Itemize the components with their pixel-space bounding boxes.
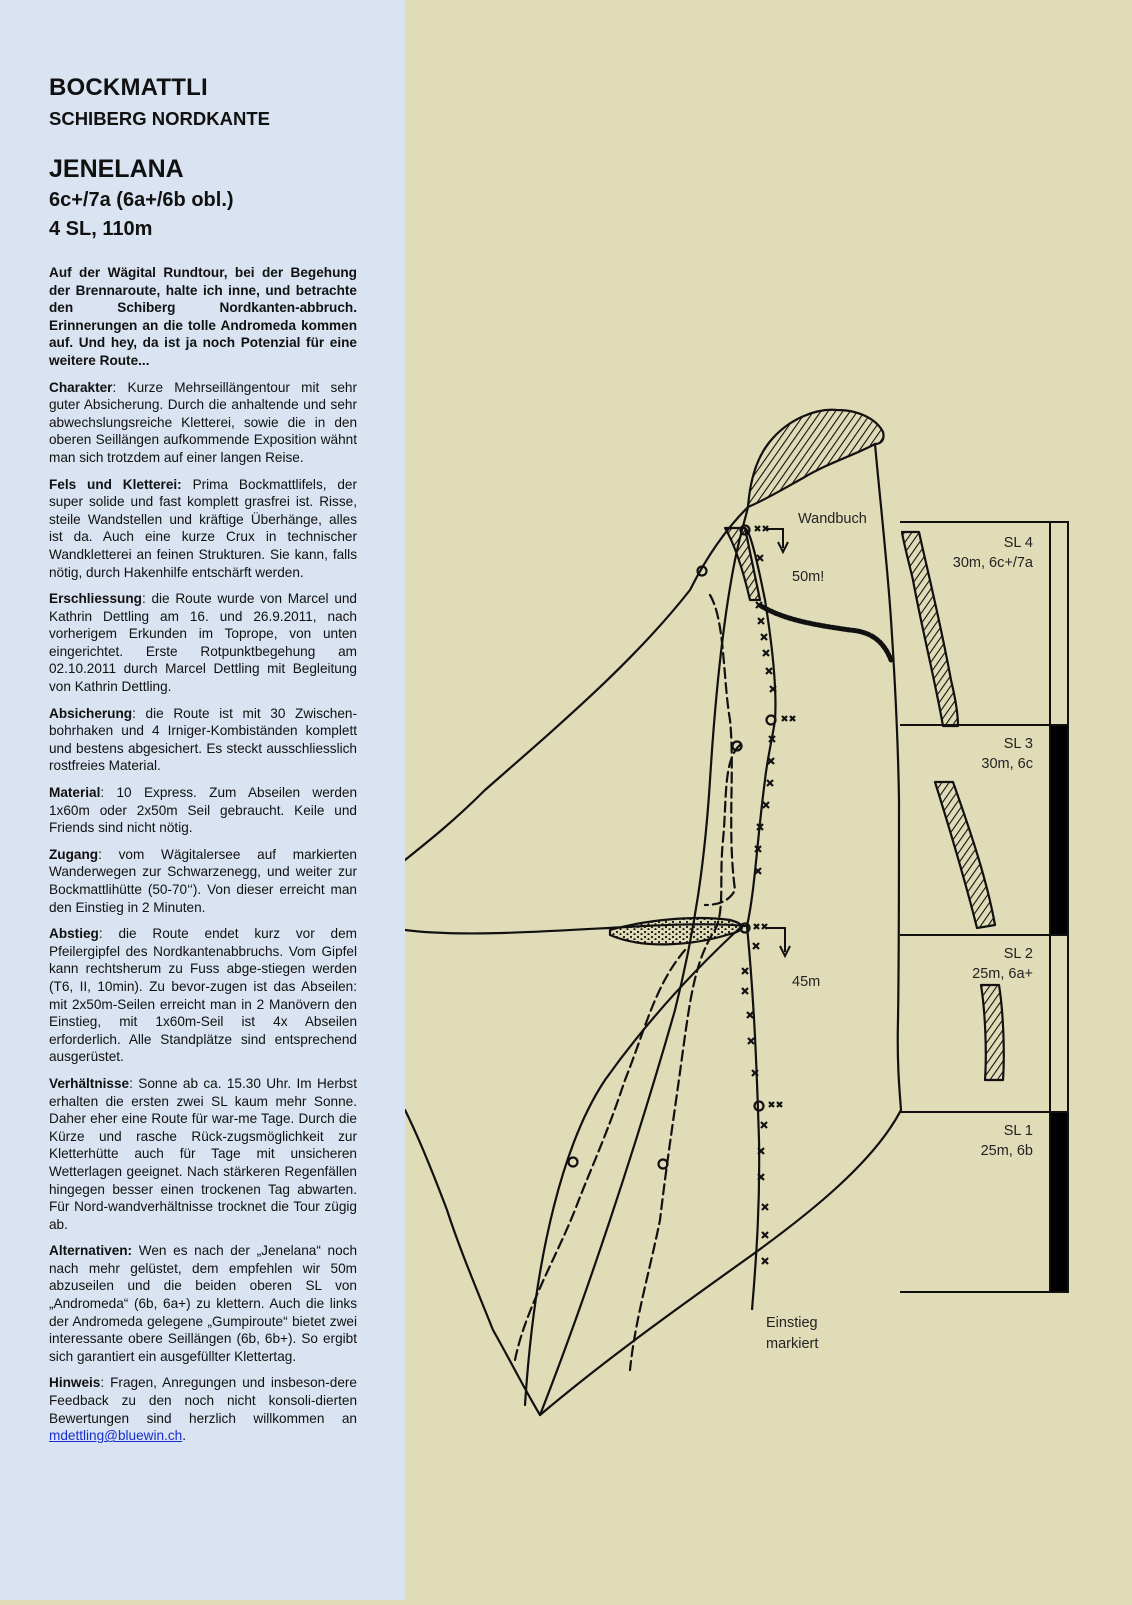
pitch-4-name: SL 4 — [1003, 535, 1033, 551]
section-label: Abstieg — [49, 926, 99, 942]
info-panel — [0, 0, 405, 1600]
section-label: Alternativen: — [49, 1243, 133, 1259]
rappel-arrows — [765, 529, 790, 956]
section-erschliessung: Erschliessung: die Route wurde von Marcel und Kathrin Dettling am 16. und 26.9.2011, nach vorherigem Erkunden im Toprope, von unten eingerichtet. Erste Rotpunktbegehung am 02.10.2011 durch Marcel Dettling mit Begleitung von Kathrin Dettling. — [49, 591, 357, 695]
section-text: Sonne ab ca. 15.30 Uhr. Im Herbst erhalten die ersten zwei SL kaum mehr Sonne. Daher eher eine Route für war-me Tage. Durch die Kürze und rasche Rück-zugsmöglichkeit zur Kletterhütte auch für Tage mit unsicheren Wetterlagen geeignet. Nach stärkeren Regenfällen hingegen besser einen trockenen Tag abwarten. Für Nord-wandverhältnisse trocknet die Tour zügig ab. — [49, 1075, 358, 1232]
section-zugang: Zugang: vom Wägitalersee auf markierten Wanderwegen zur Schwarzenegg, und weiter zur Bockmattlihütte (50-70‘‘). Von dieser erreicht man den Einstieg in 2 Minuten. — [49, 846, 357, 915]
section-text: die Route wurde von Marcel und Kathrin Dettling am 16. und 26.9.2011, nach vorherigem Erkunden im Toprope, von unten eingerichtet. Erste Rotpunktbegehung am 02.10.2011 durch Marcel Dettling mit Begleitung von Kathrin Dettling. — [49, 591, 357, 695]
section-text: Wen es nach der „Jenelana“ noch nach mehr gelüstet, dem empfehlen wir 50m abzuseilen und die beiden oberen SL von „Andromeda“ (6b, 6a+) zu klettern. Auch die links der Andromeda gelegene „Gumpiroute“ bietet zwei interessante obere Seillängen (6b, 6b+). So ergibt sich garantiert ein ausgefüllter Klettertag. — [49, 1243, 357, 1364]
rappel-top-label: 50m! — [792, 569, 825, 585]
section-text: die Route ist mit 30 Zwischen-bohrhaken und 4 Irniger-Kombiständen komplett und bestens abgesichert. Es steckt ausschliesslich rostfreies Material. — [49, 705, 357, 774]
description-text — [49, 264, 357, 1454]
section-material: Material: 10 Express. Zum Abseilen werden 1x60m oder 2x50m Seil gebraucht. Keile und Friends sind nicht nötig. — [49, 785, 358, 836]
section-text: Kurze Mehrseillängentour mit sehr guter Absicherung. Durch die anhaltende und sehr abwechslungsreiche Kletterei, sowie die in den oberen Seillängen aufkommende Exposition wähnt man sich trotzdem auf einer langen Reise. — [49, 379, 357, 465]
pitch-2-info: 25m, 6a+ — [972, 966, 1033, 982]
route-grade: 6c+/7a (6a+/6b obl.) — [49, 189, 234, 211]
route-length: 4 SL, 110m — [49, 218, 153, 240]
section-label: Zugang — [49, 846, 99, 862]
section-absicherung: Absicherung: die Route ist mit 30 Zwischen-bohrhaken und 4 Irniger-Kombiständen komplett und bestens abgesichert. Es steckt ausschliesslich rostfreies Material. — [49, 705, 357, 774]
rappel-mid-label: 45m — [792, 974, 821, 990]
pitch-3-name: SL 3 — [1003, 736, 1033, 752]
sector-title: SCHIBERG NORDKANTE — [49, 108, 270, 129]
intro-paragraph: Auf der Wägital Rundtour, bei der Begehung der Brennaroute, halte ich inne, und betrachte den Schiberg Nordkanten-abbruch. Erinnerungen an die tolle Andromeda kommen auf. Und hey, da ist ja noch Potenzial für eine weitere Route... — [49, 265, 357, 368]
section-text: Prima Bockmattlifels, der super solide und fast komplett grasfrei ist. Risse, steile Wandstellen und kräftige Überhänge, alles ist da. Auch eine kurze Crux in technischer Wandkletterei an feinen Strukturen. Sie kann, falls nötig, durch Hakenhilfe entschärft werden. — [49, 476, 358, 580]
arete-line — [405, 507, 748, 860]
section-text: vom Wägitalersee auf markierten Wanderwegen zur Schwarzenegg, und weiter zur Bockmattlihütte (50-70‘‘). Von dieser erreicht man den Einstieg in 2 Minuten. — [49, 846, 357, 915]
pitch-3-info: 30m, 6c — [981, 756, 1033, 772]
start-label-1: Einstieg — [766, 1315, 818, 1331]
email-link[interactable]: mdettling@bluewin.ch — [49, 1428, 183, 1444]
start-label-2: markiert — [766, 1336, 819, 1352]
section-label: Absicherung — [49, 705, 133, 721]
section-text: die Route endet kurz vor dem Pfeilergipfel des Nordkantenabbruchs. Vom Gipfel kann rechtsherum zu Fuss abge-stiegen werden (T6, II, 10min). Zu bevor-zugen ist das Abseilen: mit 2x50m-Seilen erreicht man in 2 Manövern den Einstieg, mit 1x60m-Seil ist 4x Abseilen erforderlich. Alle Standplätze sind entsprechend ausgerüstet. — [49, 926, 358, 1065]
topo-panel — [405, 0, 1132, 1600]
section-text: Fragen, Anregungen und insbeson-dere Feedback zu den noch nicht konsoli-dierten Bewertungen sind herzlich willkommen an — [49, 1375, 357, 1426]
section-verhaeltnisse: Verhältnisse: Sonne ab ca. 15.30 Uhr. Im Herbst erhalten die ersten zwei SL kaum mehr Sonne. Daher eher eine Route für war-me Tage. Durch die Kürze und rasche Rück-zugsmöglichkeit zur Kletterhütte auch für Tage mit unsicheren Wetterlagen geeignet. Nach stärkeren Regenfällen hingegen besser einen trockenen Tag abwarten. Für Nord-wandverhältnisse trocknet die Tour zügig ab. — [49, 1075, 358, 1232]
section-abstieg: Abstieg: die Route endet kurz vor dem Pfeilergipfel des Nordkantenabbruchs. Vom Gipfel kann rechtsherum zu Fuss abge-stiegen werden (T6, II, 10min). Zu bevor-zugen ist das Abseilen: mit 2x50m-Seilen erreicht man in 2 Manövern den Einstieg, mit 1x60m-Seil ist 4x Abseilen erforderlich. Alle Standplätze sind entsprechend ausgerüstet. — [49, 926, 358, 1065]
section-label: Erschliessung — [49, 591, 142, 607]
summit-cap — [748, 410, 884, 507]
section-label: Verhältnisse — [49, 1075, 130, 1091]
section-label: Hinweis — [49, 1375, 101, 1391]
wandbuch-label: Wandbuch — [798, 511, 867, 527]
section-fels — [49, 476, 357, 582]
area-title: BOCKMATTLI — [49, 74, 208, 101]
neighbor-route-1 — [705, 595, 735, 905]
section-label: Material — [49, 785, 101, 801]
pitch-1-info: 25m, 6b — [980, 1143, 1033, 1159]
section-hinweis: Hinweis: Fragen, Anregungen und insbeson-dere Feedback zu den noch nicht konsoli-dierten Bewertungen sind herzlich willkommen an mdettling@bluewin.ch. — [49, 1375, 357, 1444]
topo-drawing — [405, 0, 1132, 1600]
main-route-line — [745, 528, 776, 1310]
section-alternativen — [49, 1242, 357, 1365]
route-name: JENELANA — [49, 155, 184, 183]
section-label: Charakter — [49, 379, 113, 395]
pitch-2-name: SL 2 — [1003, 946, 1033, 962]
section-text: 10 Express. Zum Abseilen werden 1x60m oder 2x50m Seil gebraucht. Keile und Friends sind nicht nötig. — [49, 785, 358, 836]
pitch-4-info: 30m, 6c+/7a — [952, 555, 1033, 571]
pitch-1-name: SL 1 — [1003, 1123, 1033, 1139]
section-label: Fels und Kletterei: — [49, 476, 182, 492]
section-charakter: Charakter: Kurze Mehrseillängentour mit sehr guter Absicherung. Durch die anhaltende und sehr abwechslungsreiche Kletterei, sowie die in den oberen Seillängen aufkommende Exposition wähnt man sich trotzdem auf einer langen Reise. — [49, 379, 357, 465]
